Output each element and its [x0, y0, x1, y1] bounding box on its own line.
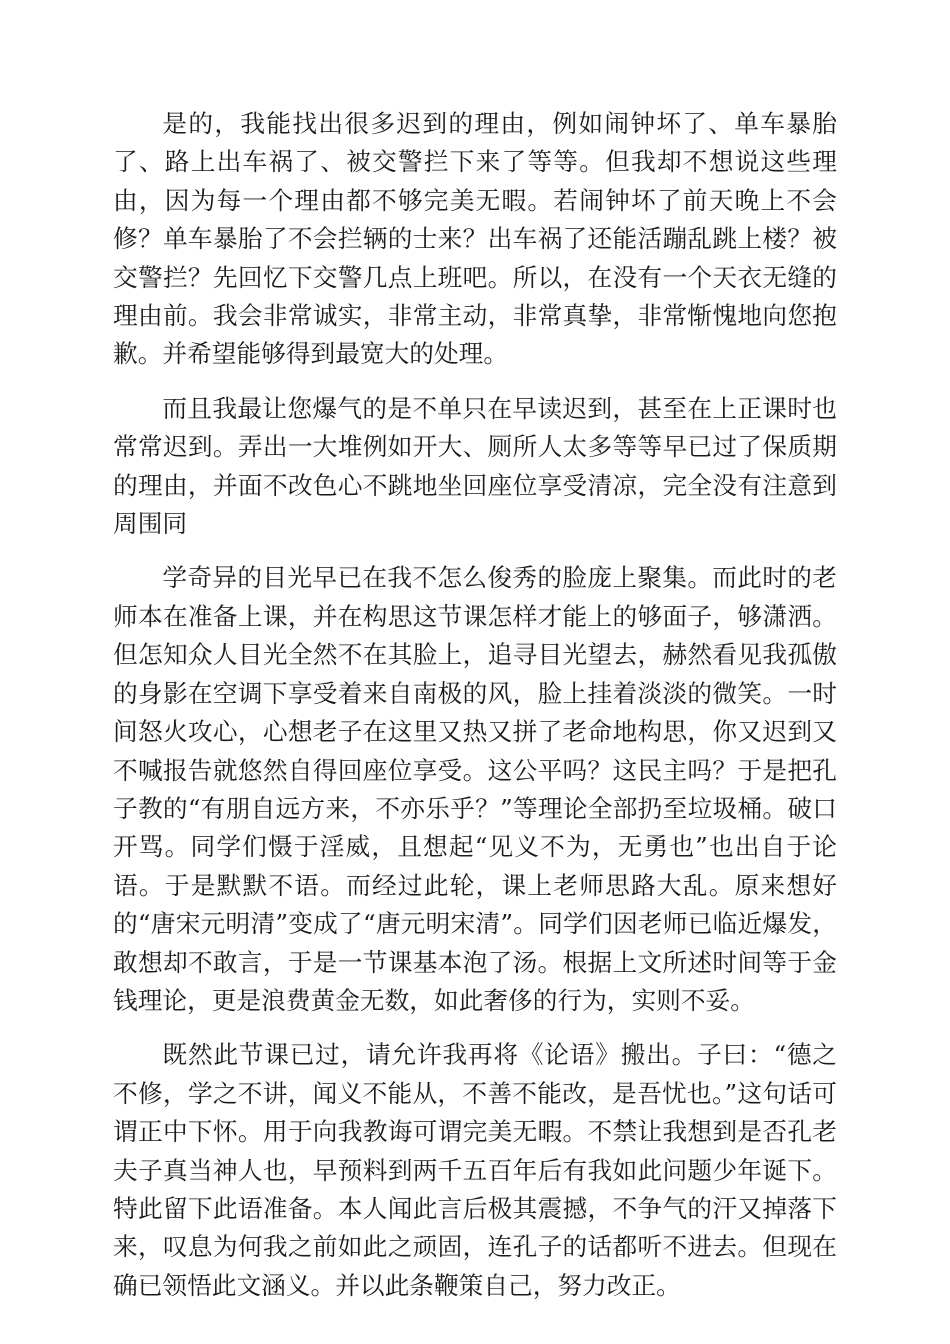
paragraph-3: 学奇异的目光早已在我不怎么俊秀的脸庞上聚集。而此时的老师本在准备上课，并在构思这节课怎样才能上的够面子，够潇洒。但怎知众人目光全然不在其脸上，追寻目光望去，赫然看见我孤傲的身影在空调下享受着来自南极的风，脸上挂着淡淡的微笑。一时间怒火攻心，心想老子在这里又热又拼了老命地构思，你又迟到又不喊报告就悠然自得回座位享受。这公平吗？这民主吗？于是把孔子教的“有朋自远方来，不亦乐乎？”等理论全部扔至垃圾桶。破口开骂。同学们慑于淫威，且想起“见义不为，无勇也”也出自于论语。于是默默不语。而经过此轮，课上老师思路大乱。原来想好的“唐宋元明清”变成了“唐元明宋清”。同学们因老师已临近爆发，敢想却不敢言，于是一节课基本泡了汤。根据上文所述时间等于金钱理论，更是浪费黄金无数，如此奢侈的行为，实则不妥。	[113, 563, 837, 1015]
paragraph-1: 是的，我能找出很多迟到的理由，例如闹钟坏了、单车暴胎了、路上出车祸了、被交警拦下来了等等。但我却不想说这些理由，因为每一个理由都不够完美无暇。若闹钟坏了前天晚上不会修？单车暴胎了不会拦辆的士来？出车祸了还能活蹦乱跳上楼？被交警拦？先回忆下交警几点上班吧。所以，在没有一个天衣无缝的理由前。我会非常诚实，非常主动，非常真挚，非常惭愧地向您抱歉。并希望能够得到最宽大的处理。	[113, 109, 837, 369]
paragraph-4: 既然此节课已过，请允许我再将《论语》搬出。子曰：“德之不修，学之不讲，闻义不能从，不善不能改，是吾忧也。”这句话可谓正中下怀。用于向我教诲可谓完美无暇。不禁让我想到是否孔老夫子真当神人也，早预料到两千五百年后有我如此问题少年诞下。特此留下此语准备。本人闻此言后极其震撼，不争气的汗又掉落下来，叹息为何我之前如此之顽固，连孔子的话都听不进去。但现在确已领悟此文涵义。并以此条鞭策自己，努力改正。	[113, 1040, 837, 1300]
paragraph-2: 而且我最让您爆气的是不单只在早读迟到，甚至在上正课时也常常迟到。弄出一大堆例如开大、厕所人太多等等早已过了保质期的理由，并面不改色心不跳地坐回座位享受清凉，完全没有注意到周围同	[113, 393, 837, 539]
document-body	[113, 105, 837, 1321]
